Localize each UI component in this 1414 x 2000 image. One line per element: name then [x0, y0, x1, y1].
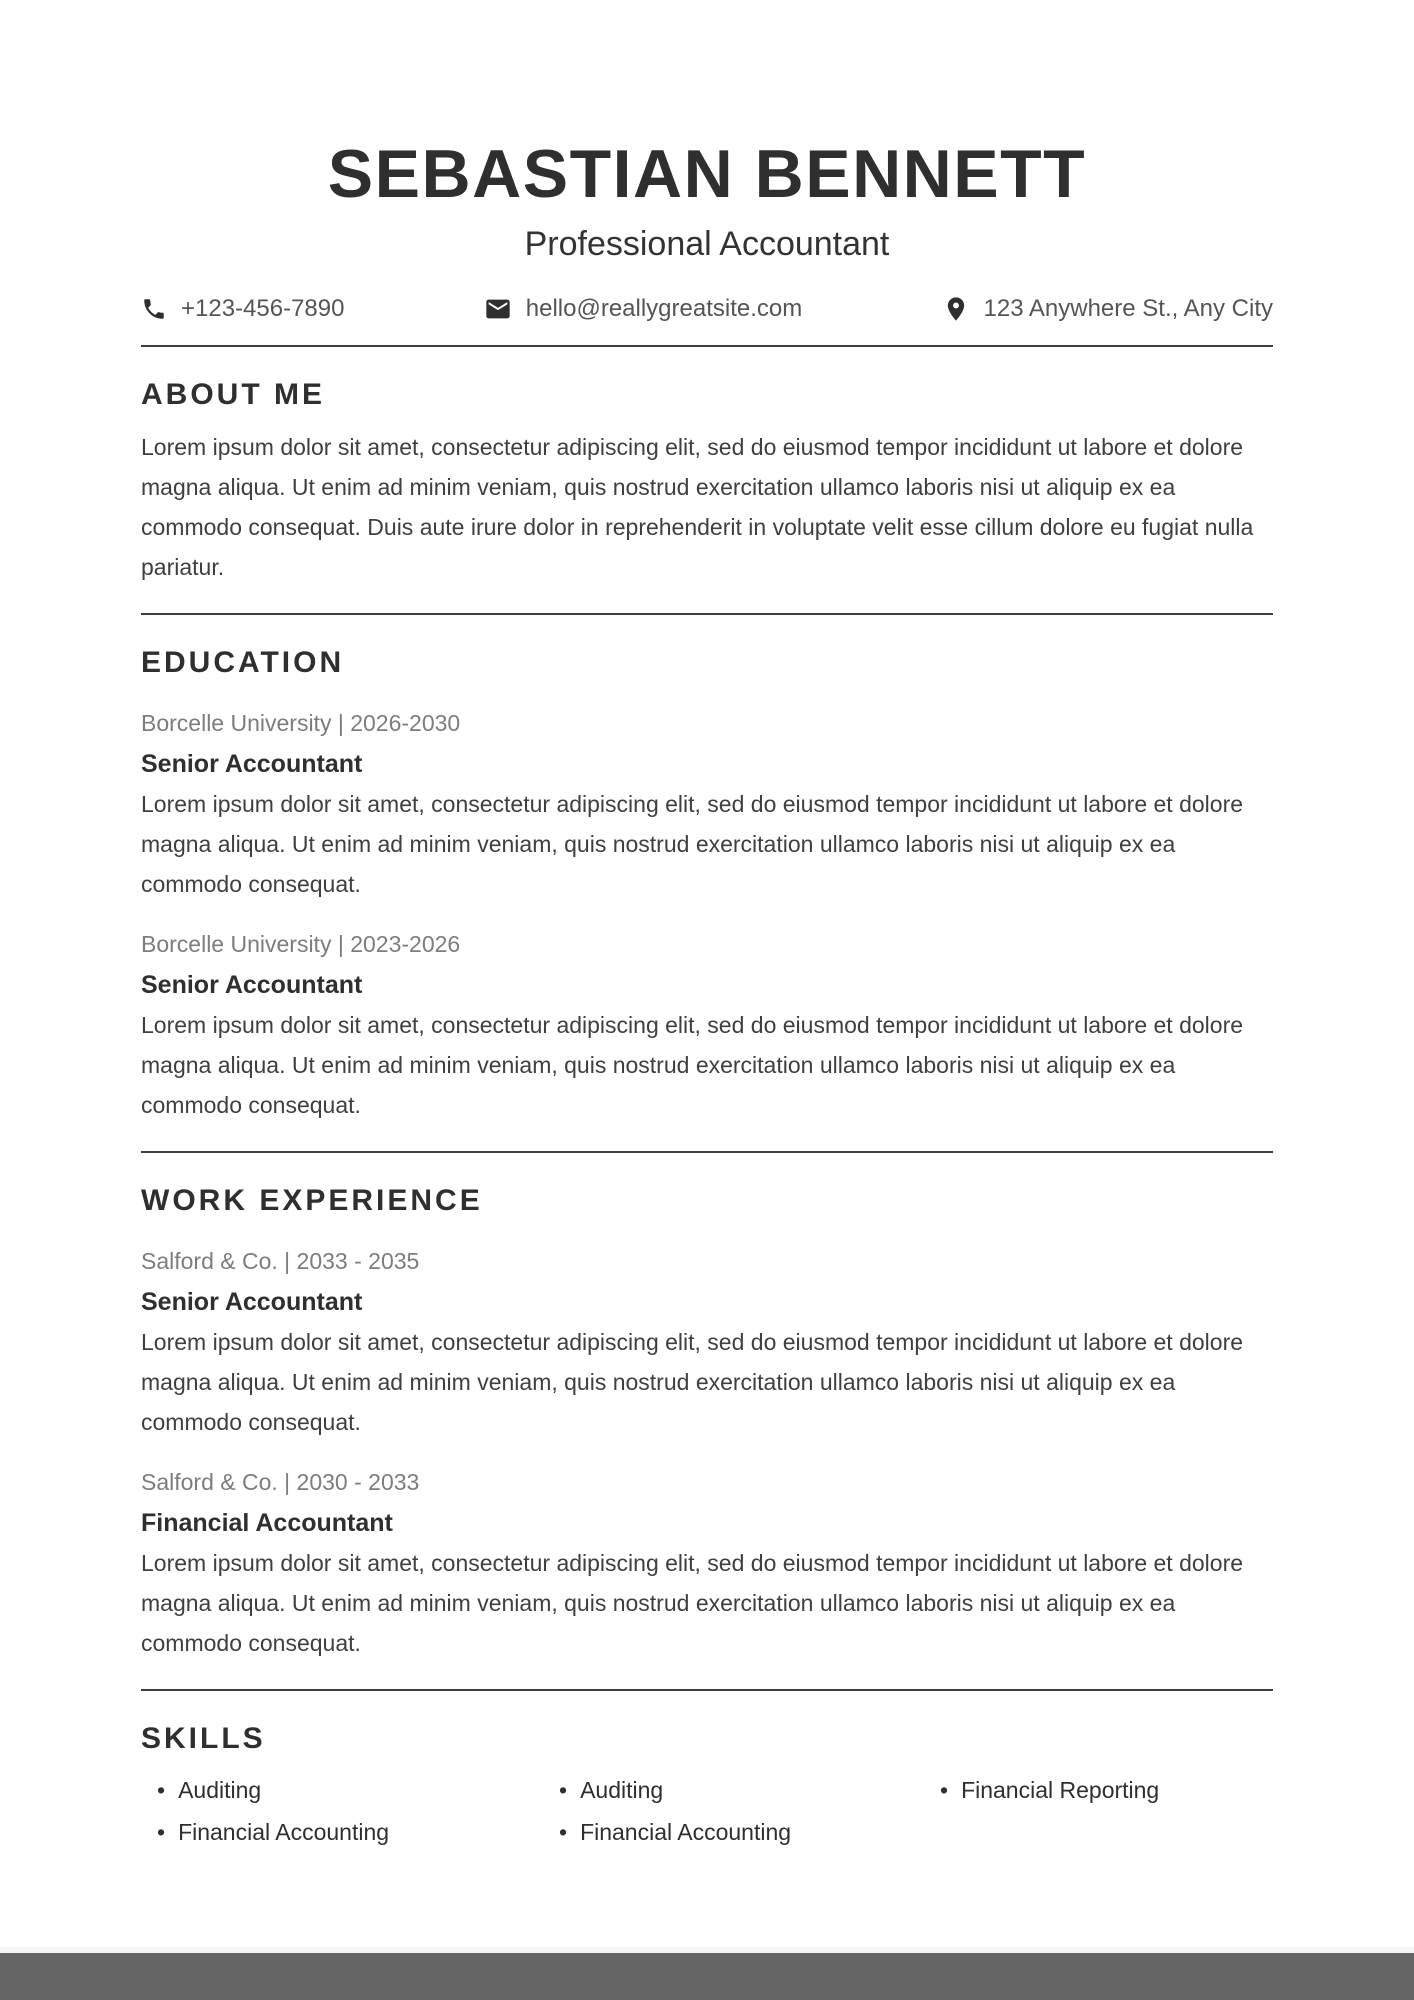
footer-band	[0, 1953, 1414, 2000]
education-meta: Borcelle University | 2023-2026	[141, 930, 461, 957]
education-description: Lorem ipsum dolor sit amet, consectetur adipiscing elit, sed do eiusmod tempor incididunt ut labore et dolore magna aliqua. Ut enim ad minim veniam, quis nostrud exercitation ullamco laboris nisi ut aliquip ex ea commodo consequat.	[141, 1012, 1244, 1119]
experience-role: Financial Accountant	[141, 1509, 393, 1538]
contact-phone	[141, 295, 344, 323]
divider	[141, 613, 1273, 615]
experience-heading: WORK EXPERIENCE	[141, 1184, 483, 1218]
skills-column	[924, 1775, 1273, 1847]
person-name: SEBASTIAN BENNETT	[327, 136, 1087, 212]
skill-item	[940, 1775, 1273, 1805]
bullet-icon	[157, 1817, 165, 1847]
education-role: Senior Accountant	[141, 970, 363, 999]
section-education	[141, 645, 1273, 1125]
skills-column	[141, 1775, 543, 1847]
education-meta: Borcelle University | 2026-2030	[141, 709, 461, 736]
education-role: Senior Accountant	[141, 749, 363, 778]
contact-row	[141, 295, 1273, 323]
experience-entry	[141, 1247, 1273, 1442]
education-entry	[141, 930, 1273, 1125]
education-entry	[141, 709, 1273, 904]
divider	[141, 1151, 1273, 1153]
experience-description: Lorem ipsum dolor sit amet, consectetur adipiscing elit, sed do eiusmod tempor incididunt ut labore et dolore magna aliqua. Ut enim ad minim veniam, quis nostrud exercitation ullamco laboris nisi ut aliquip ex ea commodo consequat.	[141, 1550, 1244, 1657]
experience-meta: Salford & Co. | 2033 - 2035	[141, 1248, 420, 1275]
education-description: Lorem ipsum dolor sit amet, consectetur adipiscing elit, sed do eiusmod tempor incididunt ut labore et dolore magna aliqua. Ut enim ad minim veniam, quis nostrud exercitation ullamco laboris nisi ut aliquip ex ea commodo consequat.	[141, 790, 1244, 897]
divider	[141, 345, 1273, 347]
skill-item	[157, 1817, 543, 1847]
experience-meta: Salford & Co. | 2030 - 2033	[141, 1469, 420, 1496]
contact-email	[484, 295, 802, 323]
skill-item	[559, 1817, 924, 1847]
skill-label: Financial Reporting	[961, 1777, 1160, 1804]
section-skills	[141, 1721, 1273, 1847]
skill-label: Financial Accounting	[580, 1819, 792, 1846]
section-experience	[141, 1183, 1273, 1663]
bullet-icon	[940, 1775, 948, 1805]
skill-item	[559, 1775, 924, 1805]
bullet-icon	[157, 1775, 165, 1805]
phone-icon	[141, 296, 167, 322]
street-address: 123 Anywhere St., Any City	[983, 294, 1273, 322]
skills-heading: SKILLS	[141, 1722, 266, 1756]
contact-address	[942, 295, 1274, 323]
email-address: hello@reallygreatsite.com	[525, 294, 803, 322]
header	[141, 136, 1273, 323]
section-about	[141, 377, 1273, 587]
skills-grid	[141, 1775, 1273, 1847]
skill-label: Financial Accounting	[178, 1819, 390, 1846]
skill-label: Auditing	[178, 1777, 262, 1804]
bullet-icon	[559, 1817, 567, 1847]
location-icon	[942, 295, 970, 323]
education-heading: EDUCATION	[141, 645, 345, 679]
bullet-icon	[559, 1775, 567, 1805]
experience-entry	[141, 1468, 1273, 1663]
about-text: Lorem ipsum dolor sit amet, consectetur adipiscing elit, sed do eiusmod tempor incididunt ut labore et dolore magna aliqua. Ut enim ad minim veniam, quis nostrud exercitation ullamco laboris nisi ut aliquip ex ea commodo consequat. Duis aute irure dolor in reprehenderit in voluptate velit esse cillum dolore eu fugiat nulla pariatur.	[141, 433, 1254, 580]
email-icon	[484, 295, 512, 323]
skill-label: Auditing	[580, 1777, 664, 1804]
about-heading: ABOUT ME	[141, 377, 325, 411]
divider	[141, 1689, 1273, 1691]
experience-description: Lorem ipsum dolor sit amet, consectetur adipiscing elit, sed do eiusmod tempor incididunt ut labore et dolore magna aliqua. Ut enim ad minim veniam, quis nostrud exercitation ullamco laboris nisi ut aliquip ex ea commodo consequat.	[141, 1329, 1244, 1436]
skills-column	[543, 1775, 924, 1847]
skill-item	[157, 1775, 543, 1805]
phone-number: +123-456-7890	[181, 294, 345, 322]
experience-role: Senior Accountant	[141, 1287, 363, 1316]
job-title: Professional Accountant	[524, 225, 890, 263]
